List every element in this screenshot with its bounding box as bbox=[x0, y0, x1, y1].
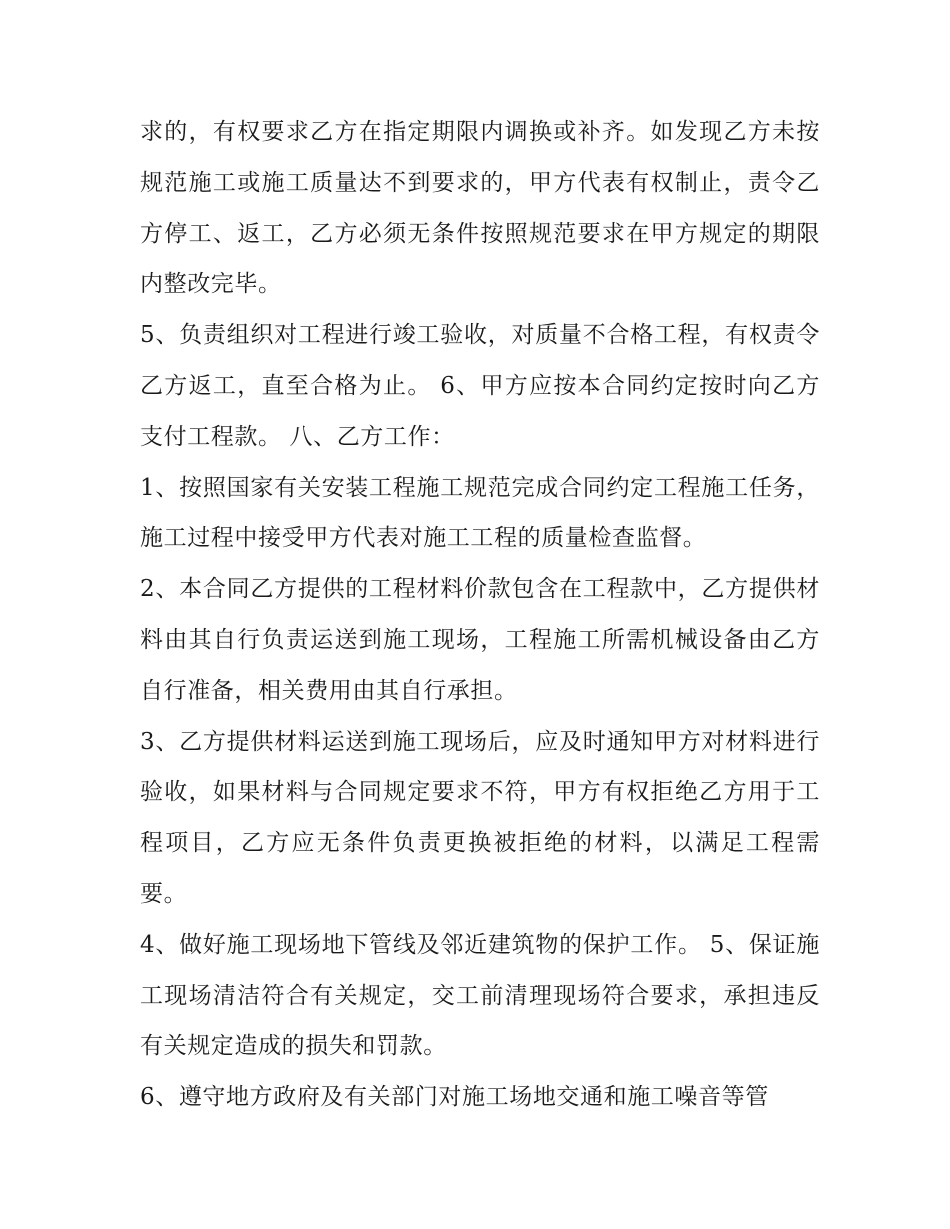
document-body bbox=[140, 107, 820, 1123]
paragraph-item-3: 3、乙方提供材料运送到施工现场后，应及时通知甲方对材料进行验收，如果材料与合同规定要求不符，甲方有权拒绝乙方用于工程项目，乙方应无条件负责更换被拒绝的材料，以满足工程需要。 bbox=[140, 728, 820, 907]
paragraph-item-2: 2、本合同乙方提供的工程材料价款包含在工程款中，乙方提供材料由其自行负责运送到施工现场，工程施工所需机械设备由乙方自行准备，相关费用由其自行承担。 bbox=[140, 576, 820, 704]
paragraph-item-1: 1、按照国家有关安装工程施工规范完成合同约定工程施工任务，施工过程中接受甲方代表对施工工程的质量检查监督。 bbox=[140, 474, 820, 552]
paragraph-continuation: 求的，有权要求乙方在指定期限内调换或补齐。如发现乙方未按规范施工或施工质量达不到要求的，甲方代表有权制止，责令乙方停工、返工，乙方必须无条件按照规范要求在甲方规定的期限内整改完毕。 bbox=[140, 119, 820, 298]
paragraph-item-6: 6、遵守地方政府及有关部门对施工场地交通和施工噪音等管 bbox=[140, 1084, 769, 1111]
paragraph-item-4: 4、做好施工现场地下管线及邻近建筑物的保护工作。 5、保证施工现场清洁符合有关规定，交工前清理现场符合要求，承担违反有关规定造成的损失和罚款。 bbox=[140, 931, 820, 1060]
paragraph-item-5: 5、负责组织对工程进行竣工验收，对质量不合格工程，有权责令乙方返工，直至合格为止。 6、甲方应按本合同约定按时向乙方支付工程款。 八、乙方工作： bbox=[140, 322, 820, 450]
